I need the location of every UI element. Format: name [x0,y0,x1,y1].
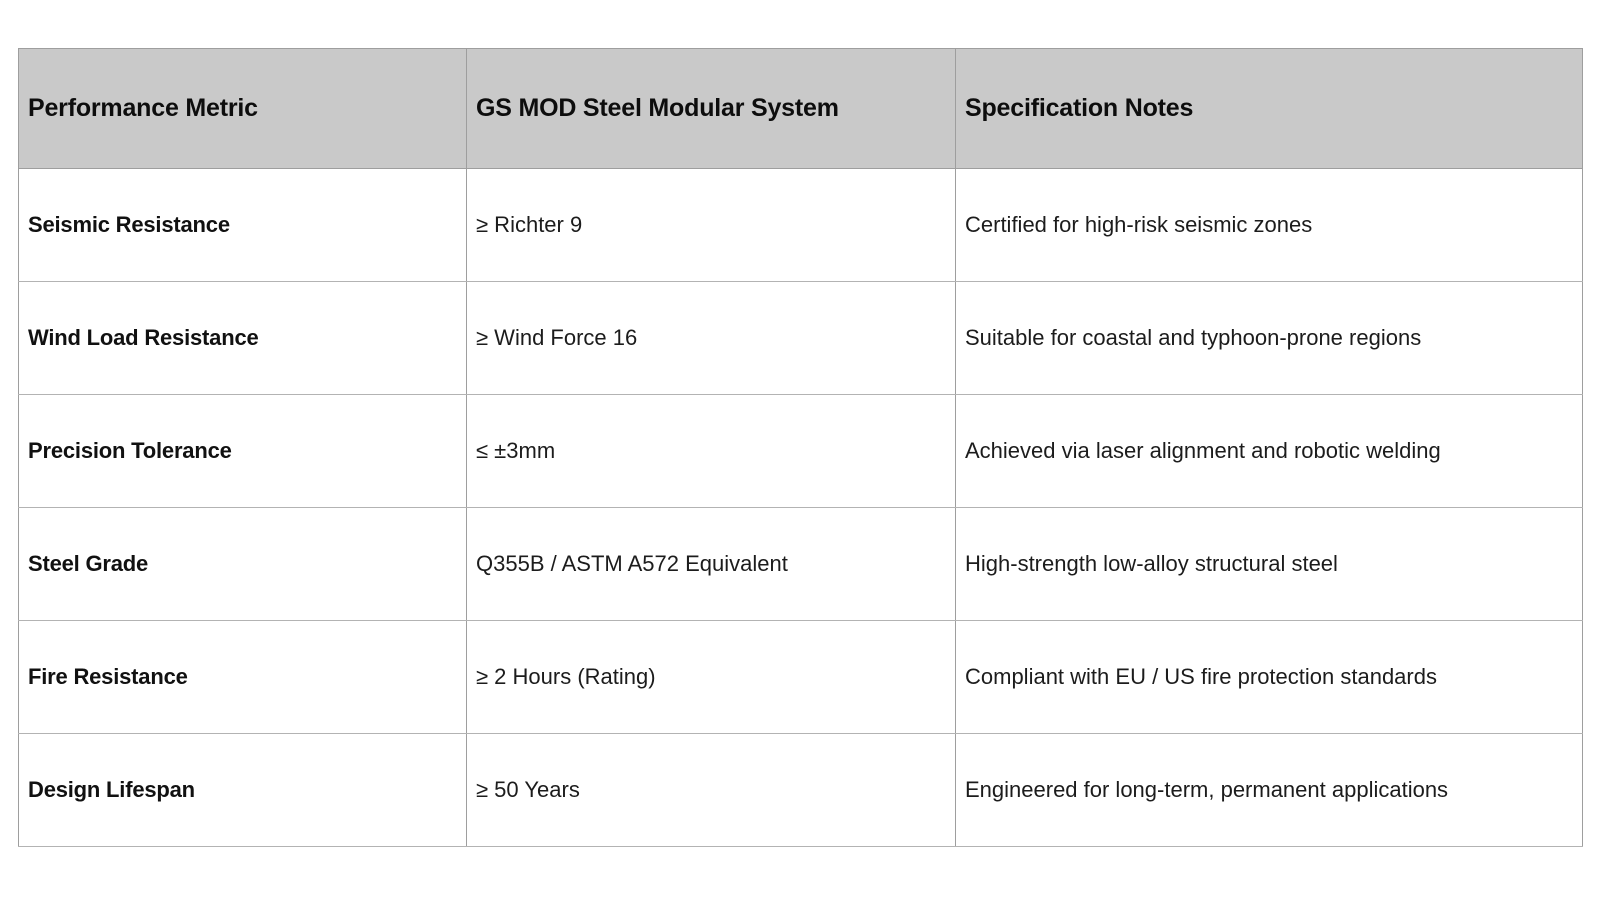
table-header [19,49,1583,169]
column-header-performance-metric: Performance Metric [19,49,467,169]
cell-note: Engineered for long-term, permanent applications [956,734,1583,847]
cell-value: ≥ Richter 9 [467,169,956,282]
table-row [19,395,1583,508]
cell-note: Compliant with EU / US fire protection standards [956,621,1583,734]
cell-value: ≤ ±3mm [467,395,956,508]
cell-value: ≥ Wind Force 16 [467,282,956,395]
table-row [19,734,1583,847]
table-row [19,169,1583,282]
cell-metric: Wind Load Resistance [19,282,467,395]
cell-metric: Precision Tolerance [19,395,467,508]
cell-value: Q355B / ASTM A572 Equivalent [467,508,956,621]
spec-table-container [18,48,1582,847]
header-row [19,49,1583,169]
cell-value: ≥ 50 Years [467,734,956,847]
spec-table [18,48,1583,847]
cell-note: High-strength low-alloy structural steel [956,508,1583,621]
column-header-gs-mod-system: GS MOD Steel Modular System [467,49,956,169]
cell-note: Suitable for coastal and typhoon-prone regions [956,282,1583,395]
table-row [19,621,1583,734]
cell-note: Certified for high-risk seismic zones [956,169,1583,282]
cell-metric: Seismic Resistance [19,169,467,282]
cell-note: Achieved via laser alignment and robotic welding [956,395,1583,508]
cell-value: ≥ 2 Hours (Rating) [467,621,956,734]
column-header-specification-notes: Specification Notes [956,49,1583,169]
table-row [19,508,1583,621]
cell-metric: Design Lifespan [19,734,467,847]
cell-metric: Steel Grade [19,508,467,621]
table-body [19,169,1583,847]
cell-metric: Fire Resistance [19,621,467,734]
table-row [19,282,1583,395]
